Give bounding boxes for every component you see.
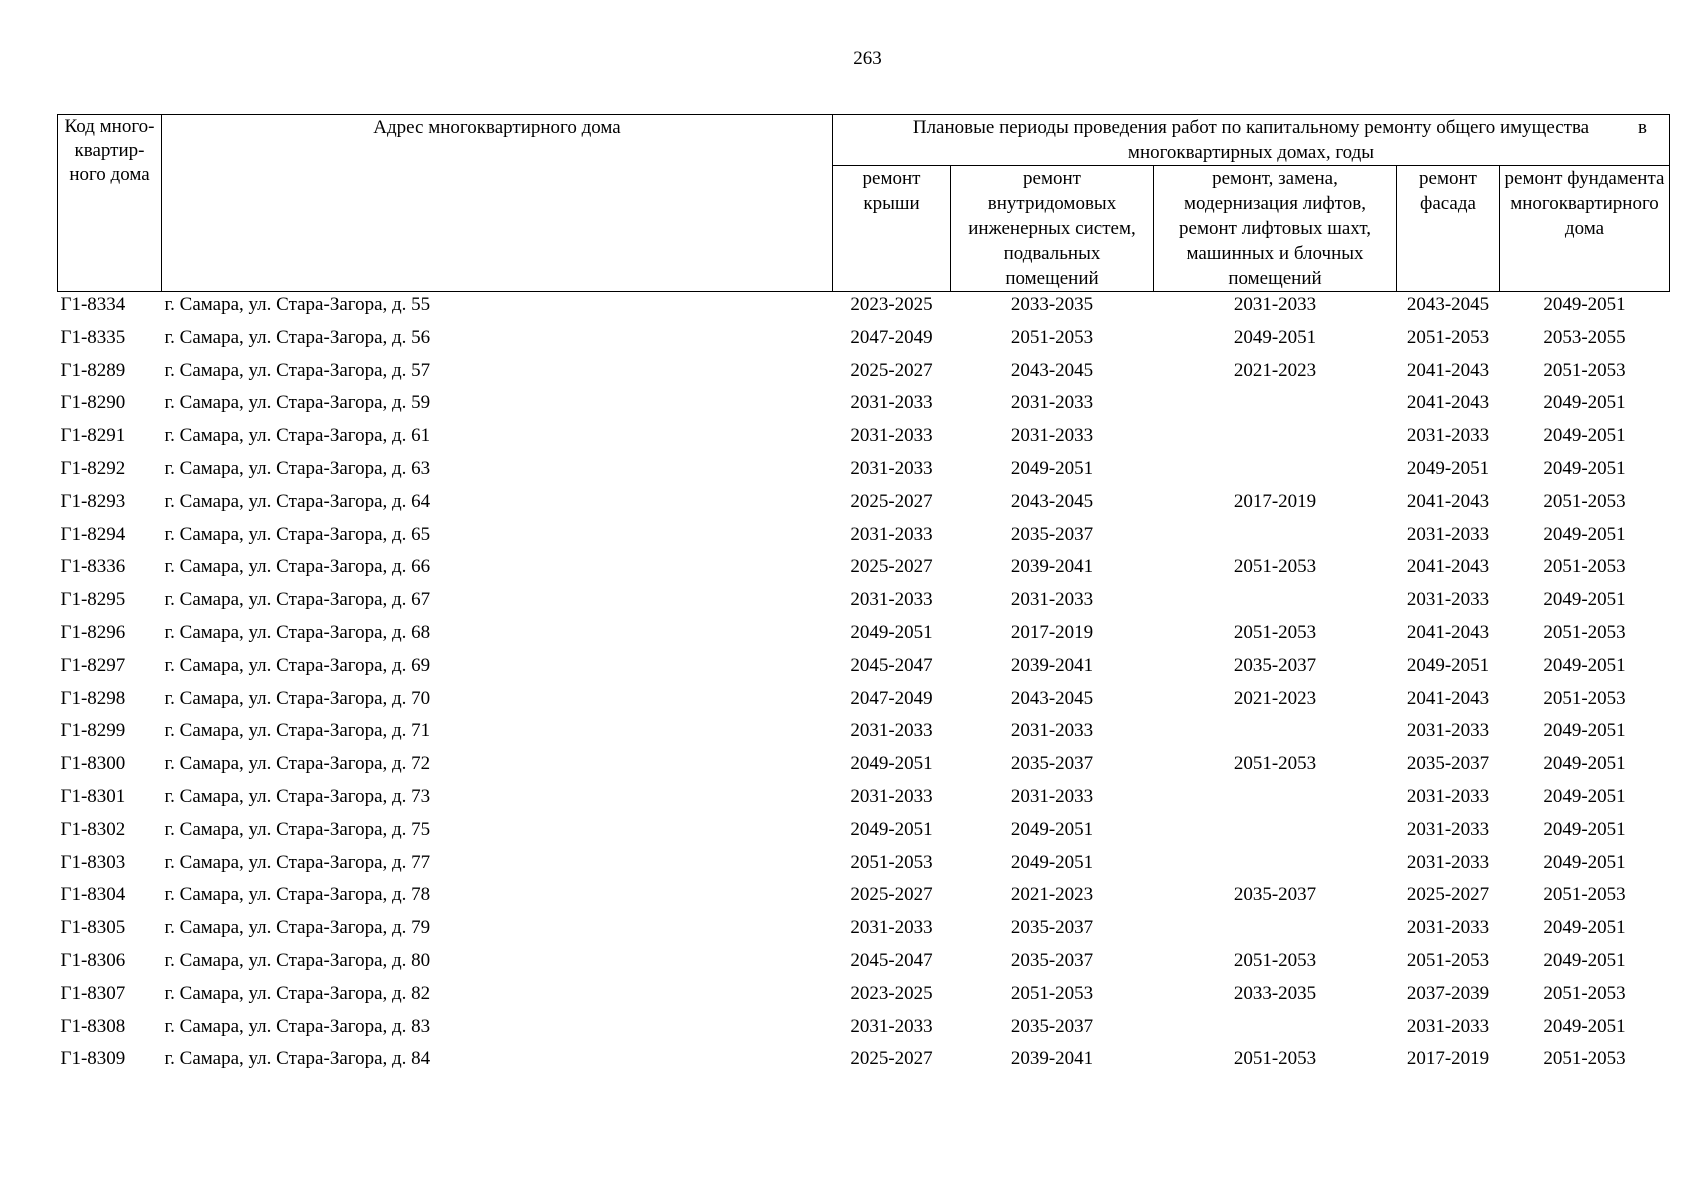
cell-elevators-period	[1154, 1010, 1397, 1043]
column-header-code	[58, 115, 162, 292]
cell-foundation-period: 2049-2051	[1543, 654, 1626, 676]
cell-address: г. Самара, ул. Стара-Загора, д. 55	[164, 294, 431, 315]
cell-elevators-period	[1154, 518, 1397, 551]
cell-engineering-period: 2051-2053	[1010, 326, 1094, 348]
header-line: ремонт	[1023, 168, 1081, 189]
cell-roof-period: 2031-2033	[850, 392, 933, 414]
table-row	[58, 387, 1670, 420]
cell-code: Г1-8335	[60, 326, 126, 348]
cell-engineering-period: 2035-2037	[1010, 950, 1094, 972]
table-row	[58, 518, 1670, 551]
cell-code: Г1-8292	[60, 458, 126, 480]
column-header-engineering	[951, 166, 1154, 292]
cell-facade-period: 2035-2037	[1406, 753, 1490, 775]
cell-elevators-period	[1154, 419, 1397, 452]
cell-roof-period: 2025-2027	[850, 556, 933, 578]
cell-code: Г1-8300	[60, 753, 126, 775]
column-header-roof	[833, 166, 951, 292]
cell-elevators-period	[1154, 387, 1397, 420]
column-header-facade	[1397, 166, 1500, 292]
cell-code: Г1-8336	[60, 556, 126, 578]
cell-facade-period: 2041-2043	[1406, 622, 1490, 644]
cell-elevators-period: 2031-2033	[1233, 294, 1317, 315]
cell-roof-period: 2025-2027	[850, 490, 933, 512]
cell-facade-period: 2017-2019	[1406, 1048, 1490, 1070]
cell-code: Г1-8299	[60, 720, 126, 742]
cell-address: г. Самара, ул. Стара-Загора, д. 57	[164, 359, 431, 381]
column-header-address: Адрес многоквартирного дома	[162, 115, 833, 292]
cell-foundation-period: 2051-2053	[1543, 556, 1626, 578]
cell-address: г. Самара, ул. Стара-Загора, д. 79	[164, 917, 431, 939]
cell-foundation-period: 2051-2053	[1543, 687, 1626, 709]
column-header-elevators	[1154, 166, 1397, 292]
table-row	[58, 780, 1670, 813]
cell-elevators-period: 2021-2023	[1233, 687, 1317, 709]
cell-engineering-period: 2031-2033	[1010, 392, 1094, 414]
header-line: крыши	[863, 193, 920, 214]
cell-roof-period: 2049-2051	[850, 753, 933, 775]
cell-code: Г1-8291	[60, 425, 126, 447]
cell-foundation-period: 2049-2051	[1543, 523, 1626, 545]
cell-foundation-period: 2053-2055	[1543, 326, 1626, 348]
header-line: фасада	[1420, 193, 1476, 214]
group-header-line2: многоквартирных домах, годы	[1127, 142, 1375, 163]
cell-elevators-period: 2035-2037	[1233, 884, 1317, 906]
cell-facade-period: 2031-2033	[1406, 589, 1490, 611]
cell-elevators-period: 2051-2053	[1233, 1048, 1317, 1070]
cell-engineering-period: 2051-2053	[1010, 982, 1094, 1004]
cell-facade-period: 2031-2033	[1406, 1015, 1490, 1037]
cell-address: г. Самара, ул. Стара-Загора, д. 84	[164, 1048, 431, 1070]
table-row	[58, 682, 1670, 715]
cell-code: Г1-8308	[60, 1015, 126, 1037]
cell-elevators-period: 2017-2019	[1233, 490, 1317, 512]
cell-foundation-period: 2051-2053	[1543, 1048, 1626, 1070]
table-header	[58, 115, 1670, 292]
cell-engineering-period: 2035-2037	[1010, 917, 1094, 939]
header-line: помещений	[1228, 268, 1322, 289]
cell-address: г. Самара, ул. Стара-Загора, д. 68	[164, 622, 431, 644]
cell-address: г. Самара, ул. Стара-Загора, д. 78	[164, 884, 431, 906]
capital-repair-schedule-table	[57, 114, 1670, 1075]
cell-engineering-period: 2021-2023	[1010, 884, 1094, 906]
column-header-foundation	[1500, 166, 1670, 292]
cell-facade-period: 2041-2043	[1406, 556, 1490, 578]
cell-engineering-period: 2039-2041	[1010, 654, 1094, 676]
cell-elevators-period: 2021-2023	[1233, 359, 1317, 381]
cell-facade-period: 2041-2043	[1406, 359, 1490, 381]
cell-roof-period: 2049-2051	[850, 622, 933, 644]
table-row	[58, 292, 1670, 322]
table-row	[58, 1043, 1670, 1076]
cell-engineering-period: 2043-2045	[1010, 687, 1094, 709]
cell-facade-period: 2041-2043	[1406, 392, 1490, 414]
column-header-code-line: квартир-	[74, 140, 145, 161]
cell-address: г. Самара, ул. Стара-Загора, д. 73	[164, 786, 431, 808]
table-row	[58, 846, 1670, 879]
cell-elevators-period: 2051-2053	[1233, 622, 1317, 644]
cell-foundation-period: 2049-2051	[1543, 818, 1626, 840]
cell-address: г. Самара, ул. Стара-Загора, д. 59	[164, 392, 431, 414]
table-row	[58, 879, 1670, 912]
cell-roof-period: 2031-2033	[850, 458, 933, 480]
table-row	[58, 485, 1670, 518]
table-row	[58, 649, 1670, 682]
cell-facade-period: 2051-2053	[1406, 950, 1490, 972]
cell-facade-period: 2031-2033	[1406, 786, 1490, 808]
table-row	[58, 321, 1670, 354]
cell-roof-period: 2047-2049	[850, 326, 933, 348]
cell-address: г. Самара, ул. Стара-Загора, д. 65	[164, 523, 431, 545]
cell-facade-period: 2031-2033	[1406, 720, 1490, 742]
cell-roof-period: 2025-2027	[850, 884, 933, 906]
cell-engineering-period: 2043-2045	[1010, 490, 1094, 512]
cell-roof-period: 2031-2033	[850, 720, 933, 742]
cell-elevators-period	[1154, 780, 1397, 813]
cell-foundation-period: 2051-2053	[1543, 622, 1626, 644]
cell-roof-period: 2031-2033	[850, 786, 933, 808]
cell-roof-period: 2025-2027	[850, 359, 933, 381]
table-row	[58, 977, 1670, 1010]
header-line: машинных и блочных	[1186, 243, 1364, 264]
cell-engineering-period: 2049-2051	[1010, 458, 1094, 480]
cell-engineering-period: 2035-2037	[1010, 523, 1094, 545]
cell-facade-period: 2043-2045	[1406, 294, 1490, 315]
cell-roof-period: 2045-2047	[850, 950, 933, 972]
table-row	[58, 715, 1670, 748]
cell-elevators-period	[1154, 813, 1397, 846]
cell-elevators-period: 2033-2035	[1233, 982, 1317, 1004]
cell-foundation-period: 2051-2053	[1543, 490, 1626, 512]
cell-foundation-period: 2049-2051	[1543, 392, 1626, 414]
cell-elevators-period	[1154, 583, 1397, 616]
cell-address: г. Самара, ул. Стара-Загора, д. 80	[164, 950, 431, 972]
table-row	[58, 354, 1670, 387]
cell-elevators-period	[1154, 911, 1397, 944]
table-row	[58, 551, 1670, 584]
cell-address: г. Самара, ул. Стара-Загора, д. 77	[164, 851, 431, 873]
cell-code: Г1-8298	[60, 687, 126, 709]
cell-foundation-period: 2049-2051	[1543, 917, 1626, 939]
cell-address: г. Самара, ул. Стара-Загора, д. 61	[164, 425, 431, 447]
table-row	[58, 911, 1670, 944]
column-header-code-line: ного дома	[69, 164, 150, 185]
cell-address: г. Самара, ул. Стара-Загора, д. 71	[164, 720, 431, 742]
cell-code: Г1-8309	[60, 1048, 126, 1070]
cell-address: г. Самара, ул. Стара-Загора, д. 70	[164, 687, 431, 709]
cell-address: г. Самара, ул. Стара-Загора, д. 63	[164, 458, 431, 480]
header-line: подвальных	[1003, 243, 1101, 264]
header-line: помещений	[1005, 268, 1099, 289]
cell-foundation-period: 2049-2051	[1543, 458, 1626, 480]
cell-engineering-period: 2031-2033	[1010, 720, 1094, 742]
cell-facade-period: 2041-2043	[1406, 687, 1490, 709]
cell-foundation-period: 2049-2051	[1543, 720, 1626, 742]
cell-foundation-period: 2051-2053	[1543, 359, 1626, 381]
table-row	[58, 747, 1670, 780]
cell-code: Г1-8303	[60, 851, 126, 873]
cell-facade-period: 2031-2033	[1406, 851, 1490, 873]
header-line: инженерных систем,	[968, 218, 1136, 239]
cell-facade-period: 2051-2053	[1406, 326, 1490, 348]
cell-address: г. Самара, ул. Стара-Загора, д. 66	[164, 556, 431, 578]
table-row	[58, 1010, 1670, 1043]
cell-engineering-period: 2039-2041	[1010, 1048, 1094, 1070]
cell-foundation-period: 2049-2051	[1543, 851, 1626, 873]
cell-address: г. Самара, ул. Стара-Загора, д. 64	[164, 490, 431, 512]
cell-engineering-period: 2039-2041	[1010, 556, 1094, 578]
cell-roof-period: 2047-2049	[850, 687, 933, 709]
header-line: многоквартирного	[1510, 193, 1659, 214]
cell-roof-period: 2023-2025	[850, 294, 933, 315]
cell-facade-period: 2031-2033	[1406, 917, 1490, 939]
header-line: ремонт, замена,	[1212, 168, 1338, 189]
cell-code: Г1-8305	[60, 917, 126, 939]
cell-code: Г1-8289	[60, 359, 126, 381]
cell-foundation-period: 2051-2053	[1543, 884, 1626, 906]
cell-facade-period: 2031-2033	[1406, 425, 1490, 447]
cell-address: г. Самара, ул. Стара-Загора, д. 82	[164, 982, 431, 1004]
cell-elevators-period	[1154, 452, 1397, 485]
cell-code: Г1-8290	[60, 392, 126, 414]
header-line: модернизация лифтов,	[1184, 193, 1366, 214]
cell-elevators-period: 2049-2051	[1233, 326, 1317, 348]
cell-code: Г1-8295	[60, 589, 126, 611]
cell-roof-period: 2031-2033	[850, 917, 933, 939]
table-row	[58, 419, 1670, 452]
cell-foundation-period: 2049-2051	[1543, 1015, 1626, 1037]
table-row	[58, 813, 1670, 846]
cell-foundation-period: 2051-2053	[1543, 982, 1626, 1004]
cell-elevators-period: 2051-2053	[1233, 950, 1317, 972]
cell-code: Г1-8302	[60, 818, 126, 840]
header-line: ремонт	[1419, 168, 1477, 189]
cell-elevators-period	[1154, 715, 1397, 748]
cell-roof-period: 2031-2033	[850, 425, 933, 447]
cell-foundation-period: 2049-2051	[1543, 786, 1626, 808]
cell-foundation-period: 2049-2051	[1543, 294, 1626, 315]
cell-elevators-period: 2051-2053	[1233, 753, 1317, 775]
cell-facade-period: 2041-2043	[1406, 490, 1490, 512]
cell-roof-period: 2023-2025	[850, 982, 933, 1004]
cell-facade-period: 2031-2033	[1406, 523, 1490, 545]
cell-address: г. Самара, ул. Стара-Загора, д. 69	[164, 654, 431, 676]
cell-engineering-period: 2035-2037	[1010, 1015, 1094, 1037]
cell-engineering-period: 2043-2045	[1010, 359, 1094, 381]
cell-engineering-period: 2017-2019	[1010, 622, 1094, 644]
cell-code: Г1-8297	[60, 654, 126, 676]
table-row	[58, 452, 1670, 485]
cell-address: г. Самара, ул. Стара-Загора, д. 72	[164, 753, 431, 775]
cell-foundation-period: 2049-2051	[1543, 753, 1626, 775]
header-line: внутридомовых	[987, 193, 1117, 214]
cell-elevators-period	[1154, 846, 1397, 879]
cell-code: Г1-8293	[60, 490, 126, 512]
table-row	[58, 944, 1670, 977]
cell-code: Г1-8296	[60, 622, 126, 644]
cell-address: г. Самара, ул. Стара-Загора, д. 67	[164, 589, 431, 611]
table-row	[58, 616, 1670, 649]
cell-address: г. Самара, ул. Стара-Загора, д. 75	[164, 818, 431, 840]
cell-foundation-period: 2049-2051	[1543, 425, 1626, 447]
cell-engineering-period: 2031-2033	[1010, 786, 1094, 808]
cell-code: Г1-8301	[60, 786, 126, 808]
column-header-code-line: Код много-	[64, 116, 155, 137]
cell-engineering-period: 2031-2033	[1010, 425, 1094, 447]
column-group-header-planned-periods	[833, 115, 1670, 166]
cell-code: Г1-8304	[60, 884, 126, 906]
cell-roof-period: 2031-2033	[850, 523, 933, 545]
cell-roof-period: 2051-2053	[850, 851, 933, 873]
cell-facade-period: 2049-2051	[1406, 654, 1490, 676]
cell-foundation-period: 2049-2051	[1543, 589, 1626, 611]
cell-roof-period: 2049-2051	[850, 818, 933, 840]
cell-roof-period: 2031-2033	[850, 1015, 933, 1037]
cell-engineering-period: 2049-2051	[1010, 818, 1094, 840]
cell-elevators-period: 2051-2053	[1233, 556, 1317, 578]
header-line: ремонт лифтовых шахт,	[1179, 218, 1371, 239]
cell-elevators-period: 2035-2037	[1233, 654, 1317, 676]
page-number: 263	[853, 48, 882, 69]
cell-roof-period: 2031-2033	[850, 589, 933, 611]
header-line: ремонт фундамента	[1504, 168, 1665, 189]
cell-facade-period: 2049-2051	[1406, 458, 1490, 480]
cell-facade-period: 2025-2027	[1406, 884, 1490, 906]
table-row	[58, 583, 1670, 616]
cell-code: Г1-8307	[60, 982, 126, 1004]
cell-roof-period: 2045-2047	[850, 654, 933, 676]
cell-engineering-period: 2033-2035	[1010, 294, 1094, 315]
header-line: дома	[1564, 218, 1605, 239]
cell-code: Г1-8306	[60, 950, 126, 972]
cell-address: г. Самара, ул. Стара-Загора, д. 83	[164, 1015, 431, 1037]
cell-engineering-period: 2049-2051	[1010, 851, 1094, 873]
group-header-text: Плановые периоды проведения работ по капитальному ремонту общего имущества	[912, 117, 1590, 138]
group-header-tail: в	[1638, 117, 1647, 138]
cell-engineering-period: 2031-2033	[1010, 589, 1094, 611]
cell-code: Г1-8294	[60, 523, 126, 545]
header-line: ремонт	[862, 168, 921, 189]
cell-code: Г1-8334	[60, 294, 126, 315]
cell-facade-period: 2037-2039	[1406, 982, 1490, 1004]
cell-facade-period: 2031-2033	[1406, 818, 1490, 840]
cell-foundation-period: 2049-2051	[1543, 950, 1626, 972]
cell-address: г. Самара, ул. Стара-Загора, д. 56	[164, 326, 431, 348]
cell-engineering-period: 2035-2037	[1010, 753, 1094, 775]
cell-roof-period: 2025-2027	[850, 1048, 933, 1070]
table-body	[58, 292, 1670, 1076]
